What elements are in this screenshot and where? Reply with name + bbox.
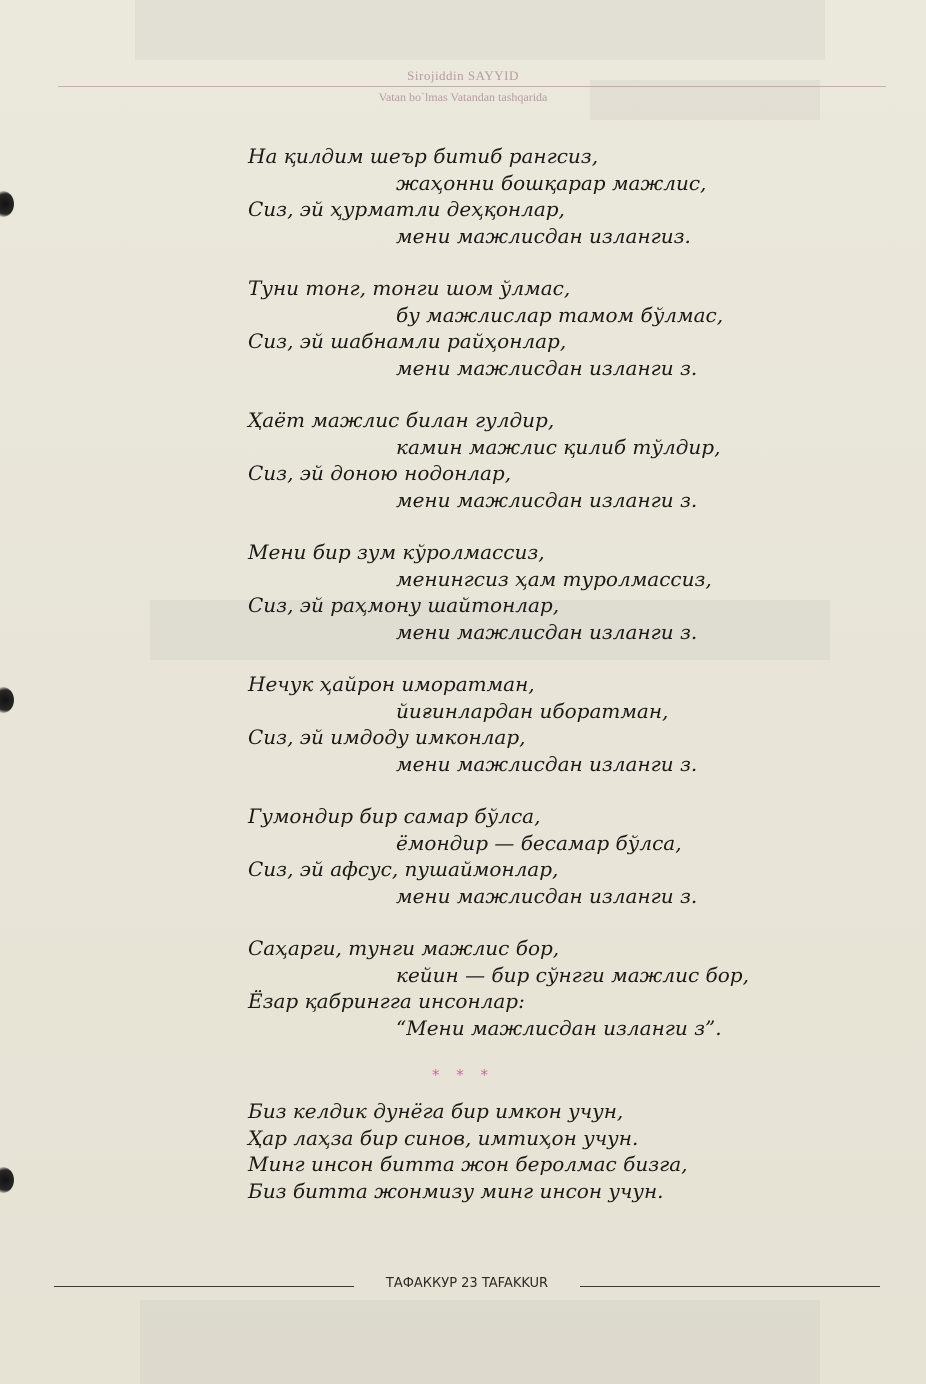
- poem-line: мени мажлисдан изланги з.: [396, 883, 698, 908]
- poem-line: Гумондир бир самар бўлса,: [248, 804, 541, 828]
- stanza: [248, 407, 808, 513]
- stanza: [248, 539, 808, 645]
- poem-line: кейин — бир сўнгги мажлис бор,: [396, 962, 749, 987]
- poem-line: мени мажлисдан излангиз.: [396, 223, 691, 248]
- poem-line: мени мажлисдан изланги з.: [396, 751, 698, 776]
- stanza: [248, 671, 808, 777]
- poem-line: мени мажлисдан изланги з.: [396, 619, 698, 644]
- poem-line: мени мажлисдан изланги з.: [396, 487, 698, 512]
- poem-line: камин мажлис қилиб тўлдир,: [396, 434, 721, 459]
- footer-rule: [580, 1286, 880, 1287]
- show-through-shade: [135, 0, 825, 60]
- quatrain-line: Минг инсон битта жон беролмас бизга,: [248, 1152, 688, 1176]
- stanza: [248, 275, 808, 381]
- poem-line: менингсиз ҳам туролмассиз,: [396, 566, 712, 591]
- poem-line: Нечук ҳайрон иморатман,: [248, 672, 535, 696]
- poem: [248, 143, 808, 1067]
- section-separator: * * *: [431, 1066, 495, 1084]
- running-head-author: Sirojiddin SAYYID: [407, 68, 519, 83]
- poem-line: жаҳонни бошқарар мажлис,: [396, 170, 707, 195]
- poem-line: Сиз, эй афсус, пушаймонлар,: [248, 857, 559, 881]
- poem-line: Сиз, эй ҳурматли деҳқонлар,: [248, 197, 565, 221]
- quatrain: [248, 1098, 808, 1204]
- poem-line: Сиз, эй имдоду имконлар,: [248, 725, 526, 749]
- stanza: [248, 803, 808, 909]
- stanza: [248, 143, 808, 249]
- quatrain-line: Ҳар лаҳза бир синов, имтиҳон учун.: [248, 1125, 639, 1150]
- stanza: [248, 935, 808, 1041]
- poem-line: “Мени мажлисдан изланги з”.: [396, 1015, 722, 1040]
- punch-hole: [0, 191, 14, 217]
- poem-line: бу мажлислар тамом бўлмас,: [396, 302, 724, 327]
- poem-line: Ёзар қабрингга инсонлар:: [248, 989, 525, 1013]
- running-head-title: Vatan bo`lmas Vatandan tashqarida: [378, 90, 548, 104]
- poem-line: йиғинлардан иборатман,: [396, 698, 669, 723]
- header-rule: [58, 86, 886, 87]
- quatrain-line: Биз келдик дунёга бир имкон учун,: [248, 1099, 624, 1123]
- poem-line: Сиз, эй раҳмону шайтонлар,: [248, 593, 560, 617]
- quatrain-line: Биз битта жонмизу минг инсон учун.: [248, 1178, 664, 1203]
- poem-line: На қилдим шеър битиб рангсиз,: [248, 144, 599, 168]
- poem-line: Саҳарги, тунги мажлис бор,: [248, 936, 560, 960]
- page-footer: ТАФАККУР 23 TAFAKKUR: [385, 1276, 549, 1291]
- punch-hole: [0, 1167, 14, 1193]
- poem-line: мени мажлисдан изланги з.: [396, 355, 698, 380]
- poem-line: Мени бир зум кўролмассиз,: [248, 540, 545, 564]
- poem-line: ёмондир — бесамар бўлса,: [396, 830, 682, 855]
- poem-line: Ҳаёт мажлис билан гулдир,: [248, 408, 555, 432]
- poem-line: Сиз, эй шабнамли райҳонлар,: [248, 329, 567, 353]
- punch-hole: [0, 687, 14, 713]
- poem-line: Сиз, эй доною нодонлар,: [248, 461, 512, 485]
- show-through-shade: [140, 1300, 820, 1384]
- poem-line: Туни тонг, тонги шом ўлмас,: [248, 276, 571, 300]
- footer-rule: [54, 1286, 354, 1287]
